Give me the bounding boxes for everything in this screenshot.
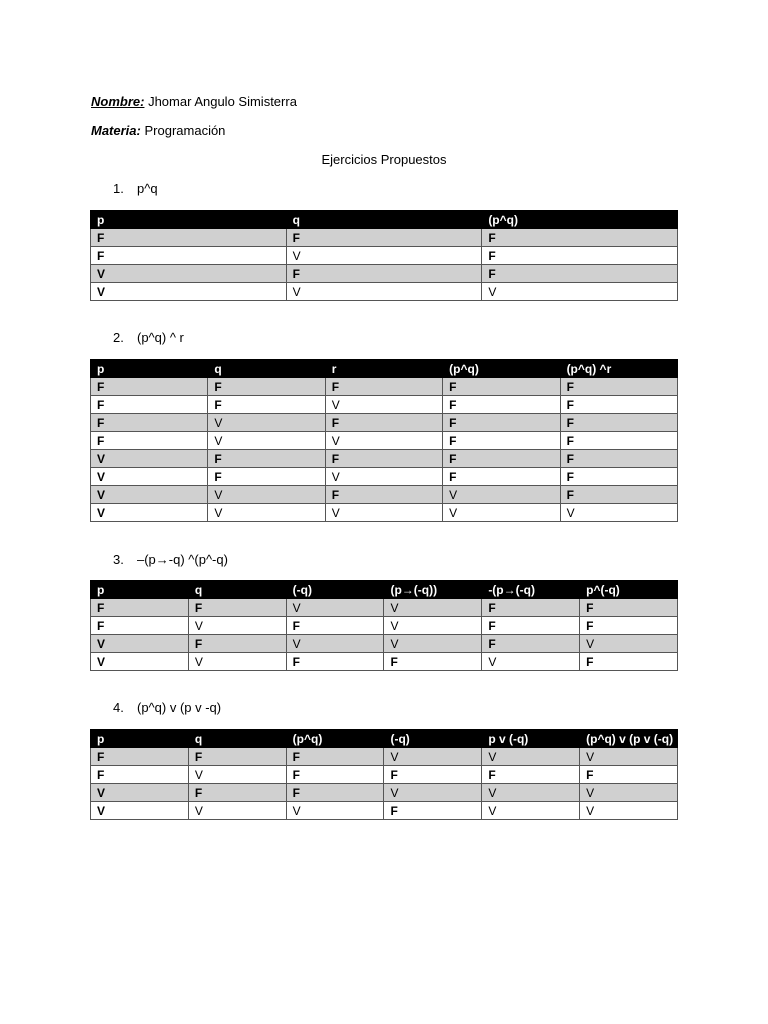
- table-cell: F: [91, 414, 208, 432]
- table-cell: F: [482, 265, 678, 283]
- exercise-number: 4.: [113, 700, 124, 715]
- table-cell: V: [208, 504, 325, 522]
- table-cell: F: [91, 748, 189, 766]
- table-cell: F: [560, 378, 677, 396]
- table-cell: F: [208, 450, 325, 468]
- table-header-row: [91, 360, 678, 378]
- column-header: (p^q): [286, 730, 384, 748]
- table-row: [91, 486, 678, 504]
- table-cell: V: [482, 802, 580, 820]
- table-cell: F: [443, 468, 560, 486]
- table-row: [91, 247, 678, 265]
- table-cell: F: [482, 599, 580, 617]
- column-header: p v (-q): [482, 730, 580, 748]
- page-title: Ejercicios Propuestos: [321, 152, 447, 167]
- table-cell: V: [91, 486, 208, 504]
- table-cell: V: [286, 599, 384, 617]
- table-cell: V: [188, 617, 286, 635]
- truth-table-4: [90, 729, 678, 820]
- table-cell: F: [560, 468, 677, 486]
- table-cell: F: [91, 247, 287, 265]
- table-row: [91, 468, 678, 486]
- table-cell: V: [384, 784, 482, 802]
- table-cell: F: [91, 432, 208, 450]
- table-cell: F: [560, 414, 677, 432]
- table-cell: V: [384, 599, 482, 617]
- table-cell: F: [91, 396, 208, 414]
- table-cell: V: [91, 283, 287, 301]
- table-cell: V: [286, 635, 384, 653]
- table-cell: V: [443, 486, 560, 504]
- table-cell: F: [443, 414, 560, 432]
- truth-table-3: [90, 580, 678, 671]
- exercise-4-heading: [113, 700, 221, 715]
- table-cell: V: [384, 617, 482, 635]
- table-cell: F: [560, 450, 677, 468]
- table-cell: V: [384, 635, 482, 653]
- table-row: [91, 802, 678, 820]
- table-cell: F: [580, 766, 678, 784]
- table-cell: V: [482, 784, 580, 802]
- column-header: q: [208, 360, 325, 378]
- exercise-number: 1.: [113, 181, 124, 196]
- table-cell: F: [325, 486, 442, 504]
- table-cell: V: [91, 504, 208, 522]
- table-cell: V: [91, 653, 189, 671]
- table-cell: V: [482, 283, 678, 301]
- table-cell: F: [384, 766, 482, 784]
- table-cell: F: [560, 396, 677, 414]
- table-row: [91, 599, 678, 617]
- table-cell: F: [580, 617, 678, 635]
- table-cell: F: [443, 396, 560, 414]
- table-cell: V: [482, 748, 580, 766]
- table-header-row: [91, 581, 678, 599]
- table-cell: V: [91, 802, 189, 820]
- name-value: Jhomar Angulo Simisterra: [148, 94, 297, 109]
- exercise-formula: p^q: [137, 181, 158, 196]
- table-row: [91, 378, 678, 396]
- table-cell: F: [286, 617, 384, 635]
- table-cell: V: [286, 283, 482, 301]
- table-cell: F: [580, 653, 678, 671]
- table-cell: V: [91, 635, 189, 653]
- table-row: [91, 653, 678, 671]
- column-header: q: [286, 211, 482, 229]
- column-header: (p^q): [443, 360, 560, 378]
- name-line: [91, 94, 297, 109]
- table-cell: F: [286, 229, 482, 247]
- table-cell: F: [91, 378, 208, 396]
- table-cell: V: [325, 504, 442, 522]
- truth-table-1: [90, 210, 678, 301]
- exercise-number: 3.: [113, 552, 124, 567]
- table-cell: F: [208, 396, 325, 414]
- table-cell: V: [91, 450, 208, 468]
- table-cell: V: [188, 802, 286, 820]
- table-cell: F: [482, 247, 678, 265]
- name-label: Nombre:: [91, 94, 145, 109]
- table-cell: V: [286, 247, 482, 265]
- exercise-number: 2.: [113, 330, 124, 345]
- table-cell: V: [443, 504, 560, 522]
- table-cell: F: [560, 486, 677, 504]
- column-header: q: [188, 730, 286, 748]
- column-header: (p^q): [482, 211, 678, 229]
- table-cell: F: [325, 414, 442, 432]
- table-cell: F: [208, 468, 325, 486]
- table-cell: F: [580, 599, 678, 617]
- table-cell: F: [286, 265, 482, 283]
- column-header: (-q): [384, 730, 482, 748]
- exercise-formula: (p^q) v (p v -q): [137, 700, 222, 715]
- table-row: [91, 635, 678, 653]
- table-cell: F: [286, 653, 384, 671]
- table-cell: F: [482, 635, 580, 653]
- table-row: [91, 229, 678, 247]
- column-header: q: [188, 581, 286, 599]
- table-cell: F: [91, 766, 189, 784]
- table-cell: V: [580, 784, 678, 802]
- exercise-1-heading: [113, 181, 158, 196]
- column-header: (p^q) ^r: [560, 360, 677, 378]
- table-cell: F: [482, 766, 580, 784]
- table-cell: V: [580, 802, 678, 820]
- table-row: [91, 432, 678, 450]
- subject-label: Materia:: [91, 123, 141, 138]
- table-cell: F: [286, 766, 384, 784]
- table-cell: F: [188, 784, 286, 802]
- exercise-formula: –(p→-q) ^(p^-q): [137, 552, 228, 567]
- table-row: [91, 748, 678, 766]
- table-cell: V: [286, 802, 384, 820]
- table-cell: V: [560, 504, 677, 522]
- table-cell: F: [384, 802, 482, 820]
- table-cell: V: [580, 748, 678, 766]
- table-row: [91, 414, 678, 432]
- table-cell: V: [208, 486, 325, 504]
- table-row: [91, 504, 678, 522]
- table-cell: F: [443, 432, 560, 450]
- column-header: (-q): [286, 581, 384, 599]
- table-cell: F: [560, 432, 677, 450]
- table-cell: F: [443, 450, 560, 468]
- column-header: (p^q) v (p v (-q): [580, 730, 678, 748]
- table-cell: F: [443, 378, 560, 396]
- table-cell: F: [188, 635, 286, 653]
- table-cell: F: [91, 229, 287, 247]
- table-row: [91, 617, 678, 635]
- table-row: [91, 450, 678, 468]
- table-cell: F: [325, 378, 442, 396]
- column-header: p: [91, 581, 189, 599]
- exercise-3-heading: [113, 552, 228, 567]
- table-cell: V: [91, 784, 189, 802]
- table-cell: V: [482, 653, 580, 671]
- column-header: -(p→(-q): [482, 581, 580, 599]
- truth-table-2: [90, 359, 678, 522]
- exercise-2-heading: [113, 330, 184, 345]
- column-header: r: [325, 360, 442, 378]
- table-cell: V: [208, 432, 325, 450]
- table-cell: V: [91, 468, 208, 486]
- table-row: [91, 784, 678, 802]
- table-header-row: [91, 730, 678, 748]
- table-cell: F: [286, 784, 384, 802]
- subject-line: [91, 123, 225, 138]
- table-cell: V: [325, 396, 442, 414]
- column-header: p: [91, 360, 208, 378]
- table-cell: V: [91, 265, 287, 283]
- table-cell: F: [188, 599, 286, 617]
- column-header: (p→(-q)): [384, 581, 482, 599]
- table-cell: V: [384, 748, 482, 766]
- table-cell: F: [384, 653, 482, 671]
- table-cell: F: [91, 599, 189, 617]
- table-cell: V: [580, 635, 678, 653]
- table-row: [91, 396, 678, 414]
- table-cell: F: [482, 229, 678, 247]
- table-row: [91, 265, 678, 283]
- column-header: p: [91, 730, 189, 748]
- table-row: [91, 283, 678, 301]
- table-cell: V: [325, 432, 442, 450]
- column-header: p^(-q): [580, 581, 678, 599]
- table-cell: F: [482, 617, 580, 635]
- subject-value: Programación: [144, 123, 226, 138]
- column-header: p: [91, 211, 287, 229]
- table-cell: V: [208, 414, 325, 432]
- table-header-row: [91, 211, 678, 229]
- table-cell: F: [91, 617, 189, 635]
- table-cell: F: [325, 450, 442, 468]
- table-cell: V: [325, 468, 442, 486]
- table-cell: F: [286, 748, 384, 766]
- table-cell: V: [188, 653, 286, 671]
- table-cell: V: [188, 766, 286, 784]
- table-cell: F: [208, 378, 325, 396]
- table-cell: F: [188, 748, 286, 766]
- exercise-formula: (p^q) ^ r: [137, 330, 184, 345]
- table-row: [91, 766, 678, 784]
